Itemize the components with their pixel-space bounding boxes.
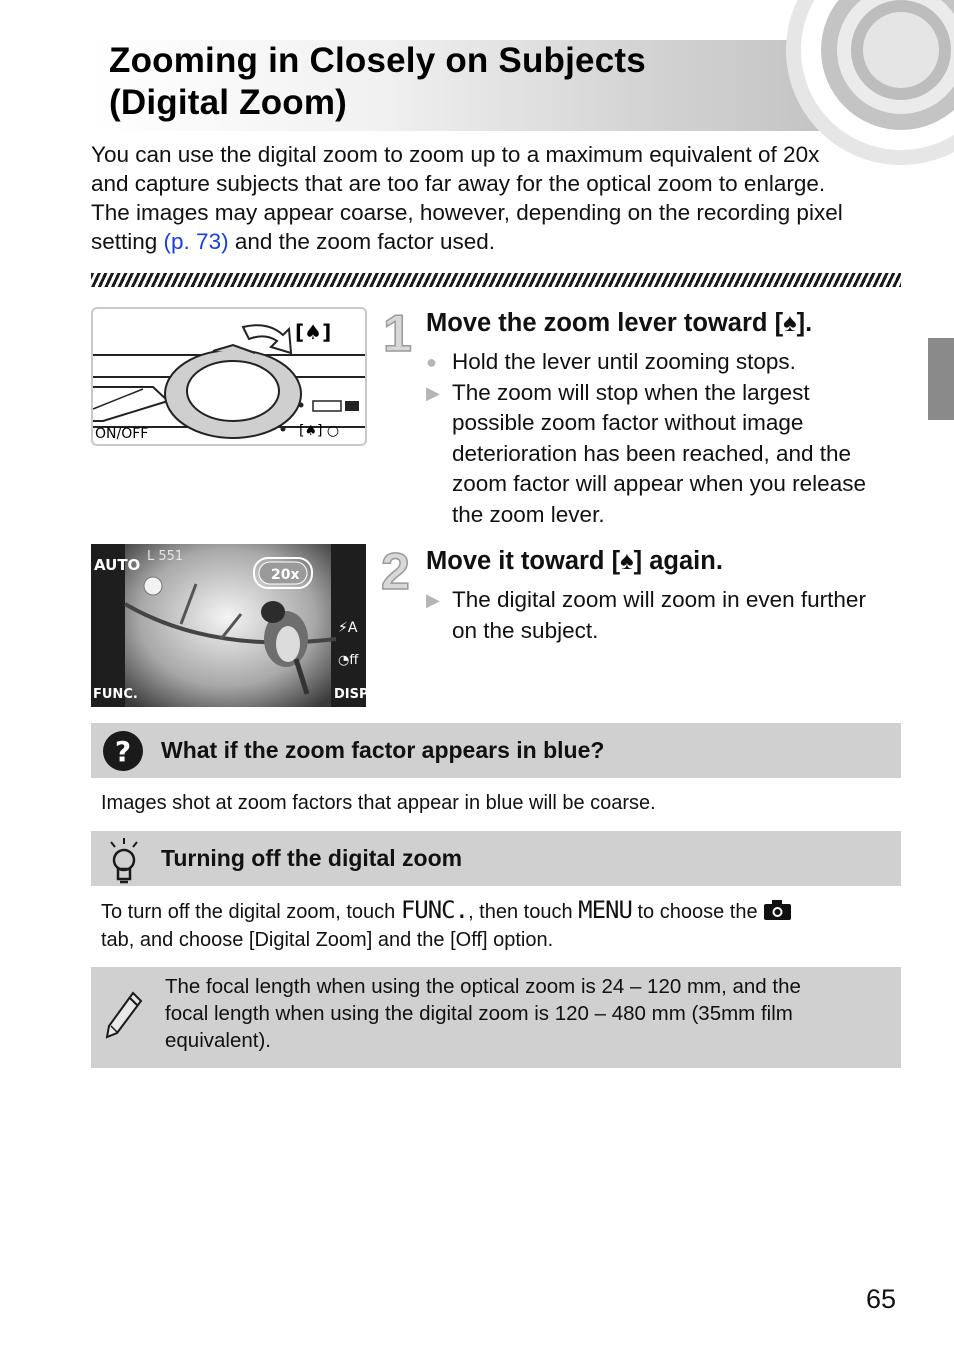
- decorative-arcs-icon: [771, 40, 901, 131]
- page-reference-link[interactable]: (p. 73): [163, 229, 229, 254]
- shots-remaining: L 551: [147, 549, 184, 564]
- faq-title: What if the zoom factor appears in blue?: [161, 737, 605, 763]
- camera-screen-illustration: [91, 544, 372, 707]
- step-2-instructions: ▶ The digital zoom will zoom in even further on the subject.: [426, 587, 866, 643]
- section-divider: [91, 273, 901, 287]
- title-line-2: (Digital Zoom): [109, 83, 348, 122]
- note-text: The focal length when using the optical zoom is 24 – 120 mm, and the focal length when using the digital zoom is 120 – 480 mm (35mm film equivalent).: [165, 975, 801, 1052]
- menu-label: MENU: [578, 896, 632, 924]
- question-icon: [102, 730, 144, 772]
- step-number-1: 1: [383, 305, 412, 363]
- pencil-icon: [103, 989, 143, 1041]
- on-off-label: ON/OFF: [95, 426, 149, 442]
- step-number-2: 2: [381, 543, 410, 601]
- zoom-factor-display: 20x: [271, 567, 300, 583]
- func-label: FUNC.: [400, 896, 469, 924]
- svg-text:?: ?: [114, 735, 132, 768]
- note-panel: [91, 967, 901, 1068]
- step-1-instructions: ● Hold the lever until zooming stops. ▶ The zoom will stop when the largest possible zoom factor without image deterioration has been reached, and the zoom factor will appear when you release the zoom lever.: [426, 349, 866, 527]
- tip-title: Turning off the digital zoom: [161, 845, 463, 871]
- faq-body: Images shot at zoom factors that appear in blue will be coarse.: [101, 792, 656, 814]
- disp-button[interactable]: DISP.: [334, 687, 372, 702]
- chapter-tab: [928, 338, 954, 420]
- bullet-circle-icon: ●: [426, 352, 437, 372]
- result-arrow-icon: ▶: [426, 382, 440, 403]
- faq-panel-header: [91, 723, 901, 778]
- svg-text:[♠]: [♠]: [295, 320, 332, 344]
- result-arrow-icon: ▶: [426, 590, 440, 610]
- camera-tab-icon: [763, 899, 793, 921]
- self-timer-off-icon: ◔ff: [338, 653, 359, 668]
- title-banner: [91, 40, 901, 131]
- lightbulb-icon: [105, 836, 143, 884]
- step-1-title: Move the zoom lever toward [♠].: [426, 309, 813, 337]
- intro-paragraph: You can use the digital zoom to zoom up to a maximum equivalent of 20x and capture subjects that are too far away for the optical zoom to enlarge. The images may appear coarse, however, depending on the recording pixel setting (p. 73) and the zoom factor used.: [91, 142, 843, 254]
- page-title: [109, 40, 646, 124]
- zoom-lever-illustration: [91, 307, 367, 446]
- telephoto-icon: [♠]: [611, 547, 643, 575]
- step-2-title: Move it toward [♠] again.: [426, 547, 723, 575]
- telephoto-icon: [♠]: [774, 309, 806, 337]
- title-line-1: Zooming in Closely on Subjects: [109, 41, 646, 80]
- page-number: 65: [866, 1284, 897, 1314]
- func-button[interactable]: FUNC.: [93, 687, 138, 702]
- tip-panel-header: [91, 831, 901, 886]
- tip-body: To turn off the digital zoom, touch FUNC., then touch MENU to choose the tab, and choose [Digital Zoom] and the [Off] option.: [101, 896, 901, 954]
- shooting-mode-label: AUTO: [94, 556, 141, 574]
- svg-text:[♠] ○: [♠] ○: [299, 423, 340, 439]
- flash-auto-icon: ⚡A: [338, 620, 358, 636]
